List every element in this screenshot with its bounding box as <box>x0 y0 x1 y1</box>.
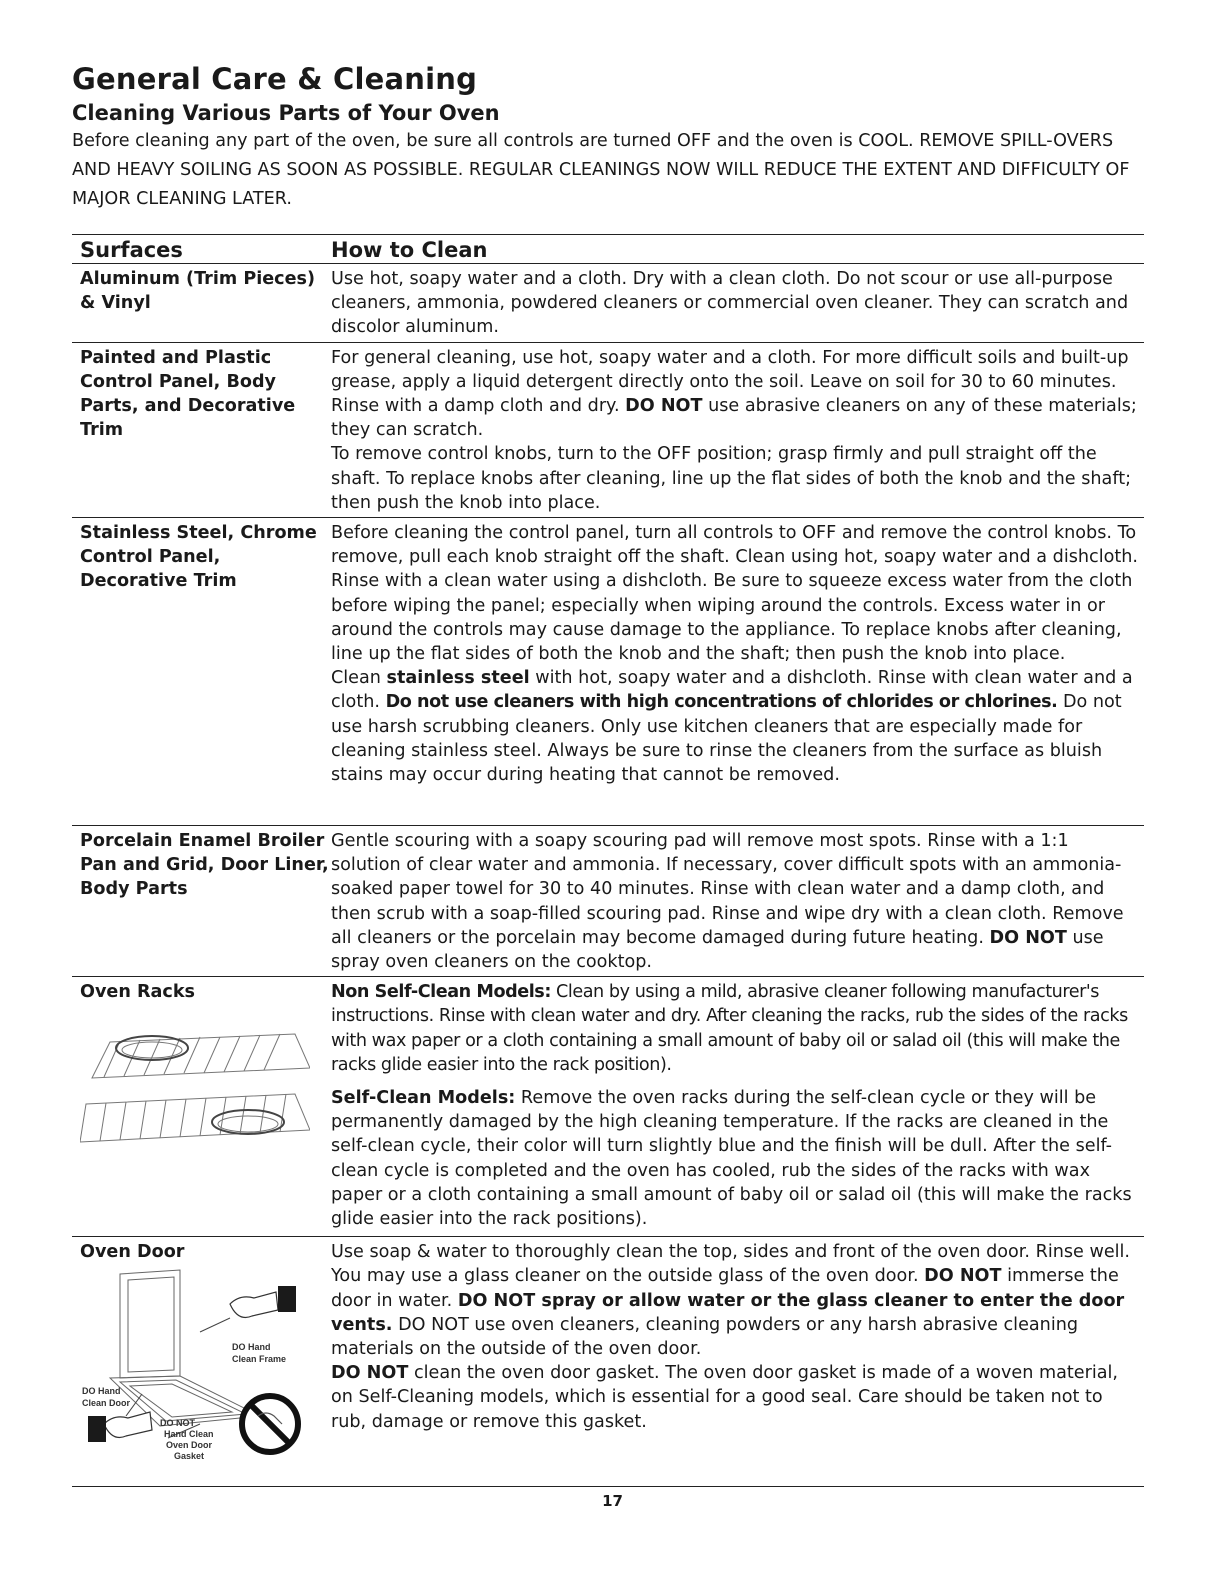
table-row <box>72 1237 1144 1487</box>
paragraph: Before cleaning the control panel, turn all controls to OFF and remove the control knobs. To remove, pull each knob straight off the shaft. Clean using hot, soapy water and a dishcloth. Rinse with a clean water using a dishcloth. Be sure to squeeze excess water from the cloth before wiping the panel; especially when wiping around the controls. Excess water in or around the controls may cause damage to the appliance. To replace knobs after cleaning, line up the flat sides of both the knob and the shaft; then push the knob into place. <box>331 523 1139 665</box>
table-row <box>72 826 1144 977</box>
table-row <box>72 977 1144 1237</box>
label-hand-frame-2: Clean Frame <box>232 1354 287 1365</box>
paragraph <box>331 1361 1142 1434</box>
paragraph <box>331 1086 1142 1231</box>
text-run-bold: stainless steel <box>386 668 530 689</box>
text-run: Clean by using a mild, abrasive cleaner following manufacturer's instructions. Rinse with clean water and dry. After cleaning the racks, rub the sides of the racks with wax paper or a cloth containing a small amount of baby oil or salad oil (this will make the racks glide easier into the rack position). <box>331 982 1128 1075</box>
surface-label: Oven Racks <box>80 982 196 1003</box>
how-stainless-steel <box>331 518 1144 826</box>
text-run: clean the oven door gasket. The oven door gasket is made of a woven material, on Self-Cleaning models, which is essential for a good seal. Care should be taken not to rub, damage or remove this gasket. <box>331 1363 1119 1432</box>
prohibited-icon <box>242 1396 298 1452</box>
label-gasket-2: Hand Clean <box>164 1429 214 1440</box>
text-run-bold: Self-Clean Models: <box>331 1088 516 1109</box>
text-run-bold: DO NOT <box>989 927 1067 948</box>
surface-painted-plastic <box>72 342 331 517</box>
text-run-bold: Do not use cleaners with high concentrations of chlorides or chlorines. <box>385 692 1058 713</box>
header-surfaces: Surfaces <box>80 238 183 262</box>
label-gasket-4: Gasket <box>174 1451 205 1462</box>
how-oven-racks <box>331 977 1144 1237</box>
surface-porcelain <box>72 826 331 977</box>
surface-oven-racks <box>72 977 331 1237</box>
label-gasket-1: DO NOT <box>160 1418 195 1429</box>
header-how-to-clean: How to Clean <box>331 238 488 262</box>
label-hand-frame-1: DO Hand <box>232 1342 271 1353</box>
text-run: DO NOT use oven cleaners, cleaning powders or any harsh abrasive cleaning materials on the outside of the oven door. <box>331 1314 1079 1360</box>
text-run: Do not use harsh scrubbing cleaners. Only use kitchen cleaners that are especially made for cleaning stainless steel. Always be sure to rinse the cleaners from the surface as bluish stains may occur during heating that cannot be removed. <box>331 692 1122 786</box>
surface-aluminum: Aluminum (Trim Pieces) & Vinyl <box>80 269 316 314</box>
text-run-bold: DO NOT spray or allow water or the glass cleaner to enter the door vents. <box>331 1290 1125 1335</box>
text-run: Use soap & water to thoroughly clean the top, sides and front of the oven door. Rinse well. You may use a glass cleaner on the outside glass of the oven door. <box>331 1242 1131 1287</box>
cleaning-table <box>72 234 1144 1487</box>
surface-label: Porcelain Enamel Broiler Pan and Grid, Door Liner, Body Parts <box>80 831 329 900</box>
intro-paragraph: Before cleaning any part of the oven, be sure all controls are turned OFF and the oven is COOL. REMOVE SPILL-OVERS AND HEAVY SOILING AS SOON AS POSSIBLE. REGULAR CLEANINGS NOW WILL REDUCE THE EXTENT AND DIFFICULTY OF MAJOR CLEANING LATER. <box>72 131 1130 209</box>
page-number: 17 <box>602 1492 623 1510</box>
text-run: Remove the oven racks during the self-clean cycle or they will be permanently damaged by the high cleaning temperature. If the racks are cleaned in the self-clean cycle, their color will turn slightly blue and the finish will be dull. After the self-clean cycle is completed and the oven has cooled, rub the sides of the racks with wax paper or a cloth containing a small amount of baby oil or salad oil (this will make the racks glide easier into the rack positions). <box>331 1088 1132 1230</box>
how-aluminum: Use hot, soapy water and a cloth. Dry with a clean cloth. Do not scour or use all-purpose cleaners, ammonia, powdered cleaners or commercial oven cleaner. They can scratch and discolor aluminum. <box>331 269 1129 338</box>
text-run: with hot, soapy water and a dishcloth. Rinse with clean water and a cloth. <box>331 668 1133 713</box>
text-run: Clean <box>331 668 387 689</box>
paragraph: To remove control knobs, turn to the OFF position; grasp firmly and pull straight off the shaft. To replace knobs after cleaning, line up the flat sides of both the knob and the shaft; then push the knob into place. <box>331 444 1132 513</box>
text-run: use spray oven cleaners on the cooktop. <box>331 927 1104 973</box>
text-run-bold: Non Self-Clean Models: <box>331 982 551 1003</box>
how-porcelain <box>331 826 1144 977</box>
label-hand-door-2: Clean Door <box>82 1398 131 1409</box>
text-run-bold: DO NOT <box>924 1266 1002 1287</box>
label-hand-door-1: DO Hand <box>82 1386 121 1397</box>
text-run-bold: DO NOT <box>625 396 703 417</box>
text-run-bold: DO NOT <box>331 1363 409 1384</box>
text-run: immerse the door in water. <box>331 1266 1119 1311</box>
section-subtitle: Cleaning Various Parts of Your Oven <box>72 101 500 125</box>
page-title: General Care & Cleaning <box>72 62 478 96</box>
label-gasket-3: Oven Door <box>166 1440 213 1451</box>
paragraph <box>331 1240 1142 1361</box>
surface-label: Stainless Steel, Chrome Control Panel, Decorative Trim <box>80 523 317 592</box>
how-painted-plastic <box>331 342 1144 517</box>
table-row <box>72 342 1144 517</box>
table-header-row <box>72 235 1144 264</box>
surface-label: Oven Door <box>80 1242 185 1263</box>
how-oven-door <box>331 1237 1144 1487</box>
surface-stainless-steel <box>72 518 331 826</box>
paragraph <box>331 666 1142 787</box>
oven-racks-illustration <box>80 1012 310 1152</box>
text-run: use abrasive cleaners on any of these materials; they can scratch. <box>331 396 1137 441</box>
paragraph <box>331 346 1142 443</box>
oven-door-illustration <box>80 1266 320 1466</box>
manual-page <box>72 62 1144 1487</box>
paragraph <box>331 980 1142 1077</box>
paragraph <box>331 829 1142 974</box>
surface-oven-door <box>72 1237 331 1487</box>
table-row <box>72 518 1144 826</box>
text-run: For general cleaning, use hot, soapy water and a cloth. For more difficult soils and built-up grease, apply a liquid detergent directly onto the soil. Leave on soil for 30 to 60 minutes. Rinse with a damp cloth and dry. <box>331 347 1129 417</box>
text-run: Gentle scouring with a soapy scouring pad will remove most spots. Rinse with a 1:1 solution of clear water and ammonia. If necessary, cover difficult spots with an ammonia-soaked paper towel for 30 to 40 minutes. Rinse with clean water and a damp cloth, and then scrub with a soap-filled scouring pad. Rinse and wipe dry with a clean cloth. Remove all cleaners or the porcelain may become damaged during future heating. <box>331 831 1124 948</box>
surface-label: Painted and Plastic Control Panel, Body Parts, and Decorative Trim <box>80 347 296 441</box>
table-row <box>72 264 1144 343</box>
